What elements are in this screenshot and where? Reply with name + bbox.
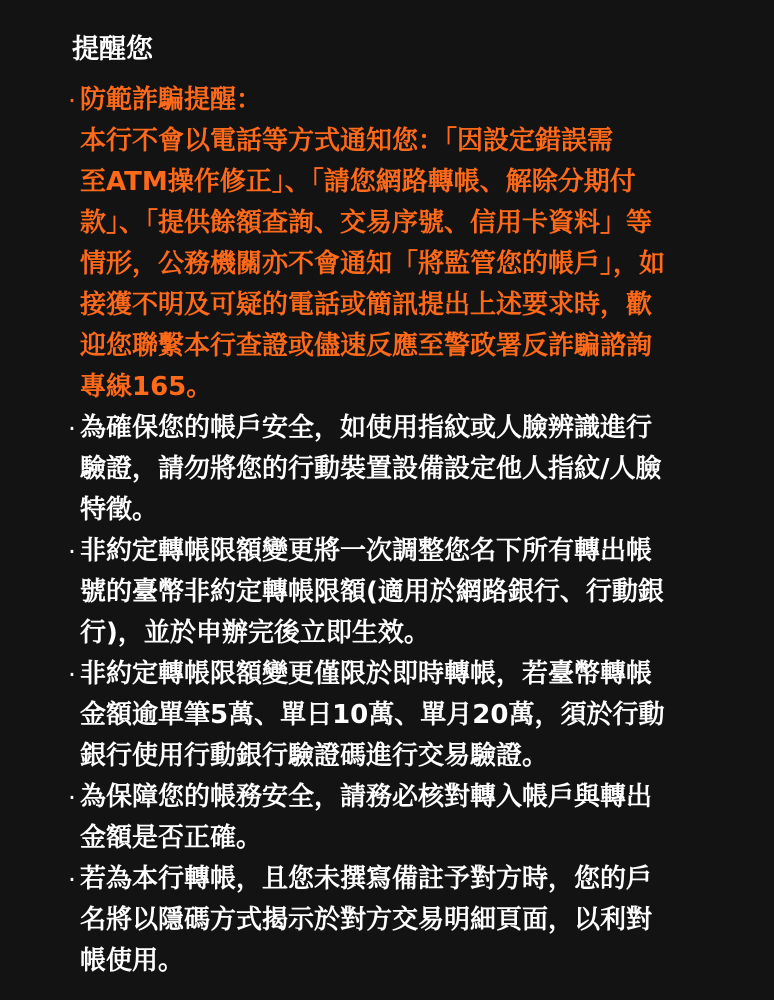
notice-text bbox=[80, 408, 700, 531]
bullet-dot: · bbox=[68, 865, 76, 894]
notice-line: 行)，並於申辦完後立即生效。 bbox=[80, 618, 430, 648]
fraud-warning-item bbox=[68, 80, 744, 408]
notice-line: 為確保您的帳戶安全，如使用指紋或人臉辨識進行 bbox=[80, 413, 653, 443]
notice-line: 專線165。 bbox=[80, 372, 213, 402]
notice-line: 防範詐騙提醒： bbox=[80, 85, 263, 115]
notice-text bbox=[80, 531, 700, 654]
notice-text bbox=[80, 654, 700, 777]
notice-line: 金額是否正確。 bbox=[80, 823, 263, 853]
notice-text bbox=[80, 859, 700, 982]
notice-item bbox=[68, 531, 744, 654]
notice-line: 款」、「提供餘額查詢、交易序號、信用卡資料」等 bbox=[80, 208, 653, 238]
notice-item bbox=[68, 654, 744, 777]
notice-line: 非約定轉帳限額變更僅限於即時轉帳，若臺幣轉帳 bbox=[80, 659, 653, 689]
notice-line: 至ATM操作修正」、「請您網路轉帳、解除分期付 bbox=[80, 167, 636, 197]
notice-item bbox=[68, 408, 744, 531]
notice-line: 特徵。 bbox=[80, 495, 159, 525]
bullet-dot: · bbox=[68, 660, 76, 689]
notice-line: 為保障您的帳務安全，請務必核對轉入帳戶與轉出 bbox=[80, 782, 653, 812]
notice-text bbox=[80, 777, 700, 859]
notice-line: 若為本行轉帳，且您未撰寫備註予對方時，您的戶 bbox=[80, 864, 653, 894]
notice-line: 名將以隱碼方式揭示於對方交易明細頁面，以利對 bbox=[80, 905, 653, 935]
notice-line: 帳使用。 bbox=[80, 946, 185, 976]
notice-line: 驗證，請勿將您的行動裝置設備設定他人指紋/人臉 bbox=[80, 454, 662, 484]
notice-line: 號的臺幣非約定轉帳限額(適用於網路銀行、行動銀 bbox=[80, 577, 664, 607]
notice-line: 金額逾單筆5萬、單日10萬、單月20萬，須於行動 bbox=[80, 700, 665, 730]
notice-text bbox=[80, 80, 700, 408]
notice-line: 本行不會以電話等方式通知您：「因設定錯誤需 bbox=[80, 126, 614, 156]
notice-line: 情形，公務機關亦不會通知「將監管您的帳戶」，如 bbox=[80, 249, 666, 279]
bullet-dot: · bbox=[68, 537, 76, 566]
notice-item bbox=[68, 859, 744, 982]
notice-line: 接獲不明及可疑的電話或簡訊提出上述要求時，歡 bbox=[80, 290, 653, 320]
notice-line: 非約定轉帳限額變更將一次調整您名下所有轉出帳 bbox=[80, 536, 653, 566]
bullet-dot: · bbox=[68, 783, 76, 812]
notice-list bbox=[68, 80, 744, 982]
notice-line: 銀行使用行動銀行驗證碼進行交易驗證。 bbox=[80, 741, 549, 771]
bullet-dot: · bbox=[68, 414, 76, 443]
panel-title: 提醒您 bbox=[72, 34, 153, 65]
notice-line: 迎您聯繫本行查證或儘速反應至警政署反詐騙諮詢 bbox=[80, 331, 653, 361]
bullet-dot: · bbox=[68, 86, 76, 115]
notice-item bbox=[68, 777, 744, 859]
